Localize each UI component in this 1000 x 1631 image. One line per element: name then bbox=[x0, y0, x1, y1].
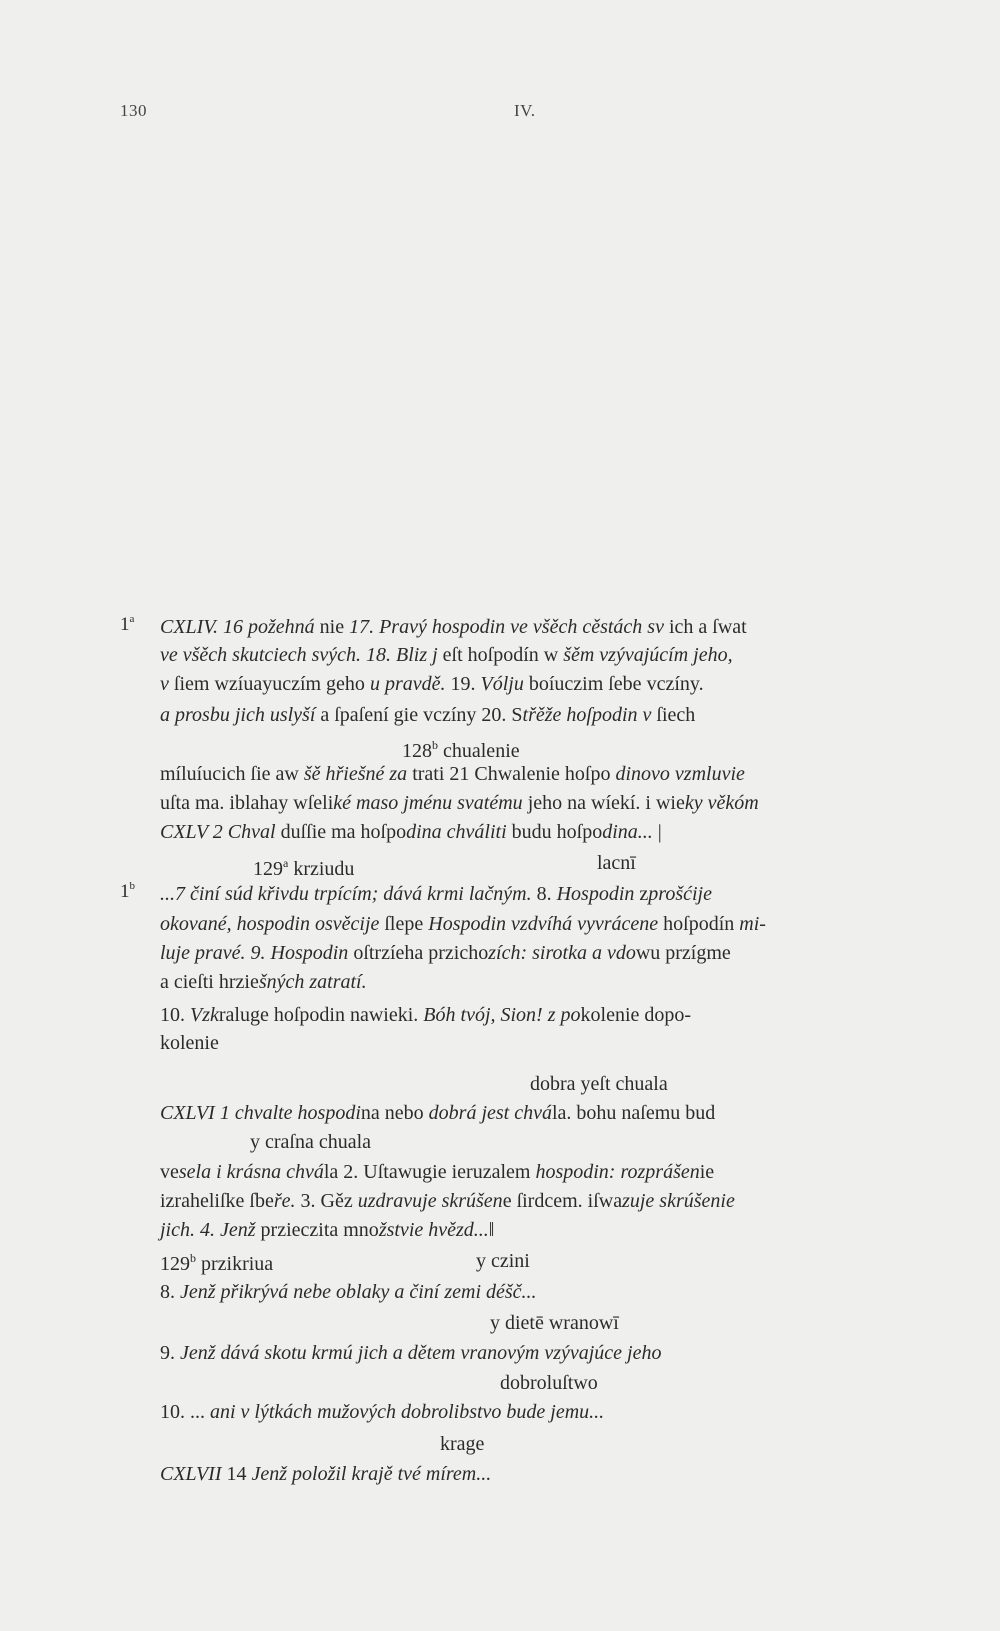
text-segment: ie bbox=[699, 1161, 715, 1183]
italic-segment: okované, hospodin osvěcije bbox=[160, 913, 380, 935]
text-line bbox=[160, 672, 704, 696]
folio-marker: 1$^a$ bbox=[120, 613, 135, 635]
text-segment: krziudu bbox=[288, 858, 355, 880]
text-segment: a cieſti hrzie bbox=[160, 971, 259, 993]
text-segment: 19. bbox=[445, 673, 481, 695]
text-line bbox=[250, 1130, 371, 1154]
italic-segment: ve všěch skutciech svých. 18. Bliz j bbox=[160, 644, 438, 666]
text-segment: e ſirdcem. iſwa bbox=[502, 1190, 623, 1212]
italic-segment: dina chváliti bbox=[406, 821, 507, 843]
italic-segment: třěže hoſpodin v bbox=[522, 704, 652, 726]
italic-segment: a prosbu jich uslyší bbox=[160, 704, 316, 726]
text-line bbox=[160, 1189, 735, 1213]
text-segment: míluíucich ſie aw bbox=[160, 763, 304, 785]
text-line bbox=[490, 1311, 619, 1335]
text-line bbox=[160, 791, 759, 815]
text-segment: y craſna chuala bbox=[250, 1131, 372, 1153]
text-segment: 3. Gěz bbox=[295, 1190, 358, 1212]
italic-segment: prošćije bbox=[648, 883, 712, 905]
text-segment: budu hoſpo bbox=[506, 821, 603, 843]
italic-segment: Vzk bbox=[190, 1004, 219, 1026]
text-line bbox=[160, 1031, 219, 1055]
italic-segment: šných zatratí. bbox=[258, 971, 367, 993]
italic-segment: jich. 4. Jenž bbox=[160, 1219, 256, 1241]
text-line bbox=[597, 851, 636, 875]
text-segment: lacnī bbox=[597, 852, 636, 874]
text-segment: raluge hoſpodin nawieki. bbox=[218, 1004, 424, 1026]
text-line bbox=[160, 762, 745, 786]
text-segment: ſlepe bbox=[379, 913, 429, 935]
italic-segment: dobrá jest chvá bbox=[428, 1102, 552, 1124]
text-segment: jeho na wíekí. i wie bbox=[522, 792, 685, 814]
text-segment: z bbox=[634, 883, 649, 905]
text-segment: kolenie dopo- bbox=[580, 1004, 692, 1026]
text-segment: duſſie ma hoſpo bbox=[275, 821, 407, 843]
italic-segment: ky věkóm bbox=[684, 792, 759, 814]
text-segment: krage bbox=[440, 1433, 485, 1455]
text-segment: 10. ... bbox=[160, 1401, 210, 1423]
text-line bbox=[160, 941, 731, 965]
text-segment: ‖ bbox=[488, 1219, 495, 1241]
text-segment: izraheliſke ſbe bbox=[160, 1190, 274, 1212]
text-line bbox=[160, 912, 766, 936]
text-line bbox=[160, 882, 712, 906]
italic-segment: Vólju bbox=[480, 673, 524, 695]
italic-segment: Jenž přikrývá nebe oblaky a činí zemi déšč... bbox=[180, 1281, 537, 1303]
text-segment: b bbox=[190, 1251, 196, 1265]
italic-segment: CXLVII bbox=[160, 1463, 222, 1485]
text-line bbox=[160, 1462, 491, 1486]
text-line bbox=[500, 1371, 598, 1395]
text-segment: trati 21 Chwalenie hoſpo bbox=[407, 763, 616, 785]
italic-segment: ře. bbox=[273, 1190, 296, 1212]
text-segment: 9. bbox=[160, 1342, 180, 1364]
text-segment: ſiem wzíuayuczím geho bbox=[168, 673, 370, 695]
text-segment: przieczita mno bbox=[255, 1219, 379, 1241]
text-line bbox=[440, 1432, 484, 1456]
italic-segment: Hospodin vzdvíhá vyvrácene bbox=[428, 913, 659, 935]
italic-segment: ani v lýtkách mužových dobrolibstvo bude jemu... bbox=[210, 1401, 605, 1423]
folio-marker: 1$^b$ bbox=[120, 880, 135, 902]
text-segment: oſtrzíeha przicho bbox=[348, 942, 489, 964]
section-heading: IV. bbox=[514, 101, 536, 120]
text-segment: przikriua bbox=[196, 1253, 274, 1275]
text-segment: 129 bbox=[160, 1253, 190, 1275]
italic-segment: sela i krásna chvá bbox=[178, 1161, 324, 1183]
text-segment: na nebo bbox=[360, 1102, 429, 1124]
text-segment: a bbox=[283, 856, 289, 870]
text-segment: nie bbox=[314, 616, 350, 638]
text-segment: a ſpaſení gie vczíny 20. S bbox=[315, 704, 523, 726]
text-segment: y dietē wranowī bbox=[490, 1312, 619, 1334]
text-segment: hoſpodín bbox=[658, 913, 740, 935]
italic-segment: hospodin: rozprášen bbox=[535, 1161, 700, 1183]
italic-segment: CXLVI 1 chvalte hospodi bbox=[160, 1102, 361, 1124]
text-segment: chualenie bbox=[438, 740, 520, 762]
text-segment: 8. bbox=[531, 883, 557, 905]
page-number: 130 bbox=[120, 101, 147, 120]
italic-segment: šěm vzývajúcím jeho, bbox=[563, 644, 733, 666]
text-segment: la 2. Uſtawugie ieruzalem bbox=[323, 1161, 536, 1183]
italic-segment: 17. Pravý hospodin ve všěch cěstách sv bbox=[349, 616, 664, 638]
text-line bbox=[402, 733, 520, 763]
text-segment: 8. bbox=[160, 1281, 180, 1303]
italic-segment: ké maso jménu svatému bbox=[333, 792, 523, 814]
text-segment: dobroluſtwo bbox=[500, 1372, 598, 1394]
text-segment: 129 bbox=[253, 858, 283, 880]
text-line bbox=[160, 1341, 662, 1365]
text-segment: uſta ma. iblahay wſeli bbox=[160, 792, 334, 814]
italic-segment: u pravdě. bbox=[369, 673, 446, 695]
text-segment: boíuczim ſebe vczíny. bbox=[523, 673, 704, 695]
text-line bbox=[530, 1072, 668, 1096]
text-line bbox=[160, 703, 695, 727]
text-segment: wu przígme bbox=[635, 942, 731, 964]
italic-segment: Jenž položil krajě tvé mírem... bbox=[251, 1463, 492, 1485]
text-segment: ich a ſwat bbox=[663, 616, 747, 638]
text-segment: eſt hoſpodín w bbox=[437, 644, 564, 666]
text-segment: la. bohu naſemu bud bbox=[551, 1102, 716, 1124]
italic-segment: uzdravuje skrúšen bbox=[357, 1190, 503, 1212]
italic-segment: šě hřiešné za bbox=[303, 763, 408, 785]
italic-segment: ...7 činí súd křivdu trpícím; dává krmi lačným. bbox=[160, 883, 532, 905]
text-line bbox=[160, 643, 733, 667]
italic-segment: žstvie hvězd... bbox=[378, 1219, 489, 1241]
text-line bbox=[160, 970, 367, 994]
text-line bbox=[160, 1101, 715, 1125]
italic-segment: Hospodin bbox=[556, 883, 635, 905]
italic-segment: Bóh tvój, Sion! z po bbox=[423, 1004, 581, 1026]
italic-segment: luje pravé. 9. Hospodin bbox=[160, 942, 349, 964]
text-line bbox=[160, 1160, 714, 1184]
text-segment: kolenie bbox=[160, 1032, 219, 1054]
text-segment: ſiech bbox=[651, 704, 696, 726]
text-segment: dobra yeſt chuala bbox=[530, 1073, 668, 1095]
text-segment: 10. bbox=[160, 1004, 190, 1026]
text-line bbox=[160, 1003, 691, 1027]
italic-segment: zuje skrúšenie bbox=[622, 1190, 735, 1212]
text-segment: ve bbox=[160, 1161, 179, 1183]
text-line bbox=[476, 1249, 530, 1273]
italic-segment: dina... bbox=[602, 821, 653, 843]
italic-segment: mi- bbox=[739, 913, 766, 935]
text-line bbox=[160, 1280, 537, 1304]
text-segment: | bbox=[652, 821, 662, 843]
text-line bbox=[160, 1246, 273, 1276]
italic-segment: Jenž dává skotu krmú jich a dětem vranovým vzývajúce jeho bbox=[180, 1342, 662, 1364]
text-line bbox=[160, 615, 747, 639]
italic-segment: dinovo vzmluvie bbox=[615, 763, 745, 785]
text-segment: 14 bbox=[221, 1463, 252, 1485]
italic-segment: CXLV 2 Chval bbox=[160, 821, 276, 843]
text-line bbox=[253, 851, 354, 881]
italic-segment: CXLIV. 16 požehná bbox=[160, 616, 315, 638]
text-segment: b bbox=[432, 738, 438, 752]
text-line bbox=[160, 1400, 604, 1424]
text-line bbox=[160, 1218, 494, 1242]
italic-segment: zích: sirotka a vdo bbox=[488, 942, 636, 964]
text-segment: y czini bbox=[476, 1250, 530, 1272]
italic-segment: v bbox=[160, 673, 169, 695]
text-segment: 128 bbox=[402, 740, 432, 762]
text-line bbox=[160, 820, 662, 844]
